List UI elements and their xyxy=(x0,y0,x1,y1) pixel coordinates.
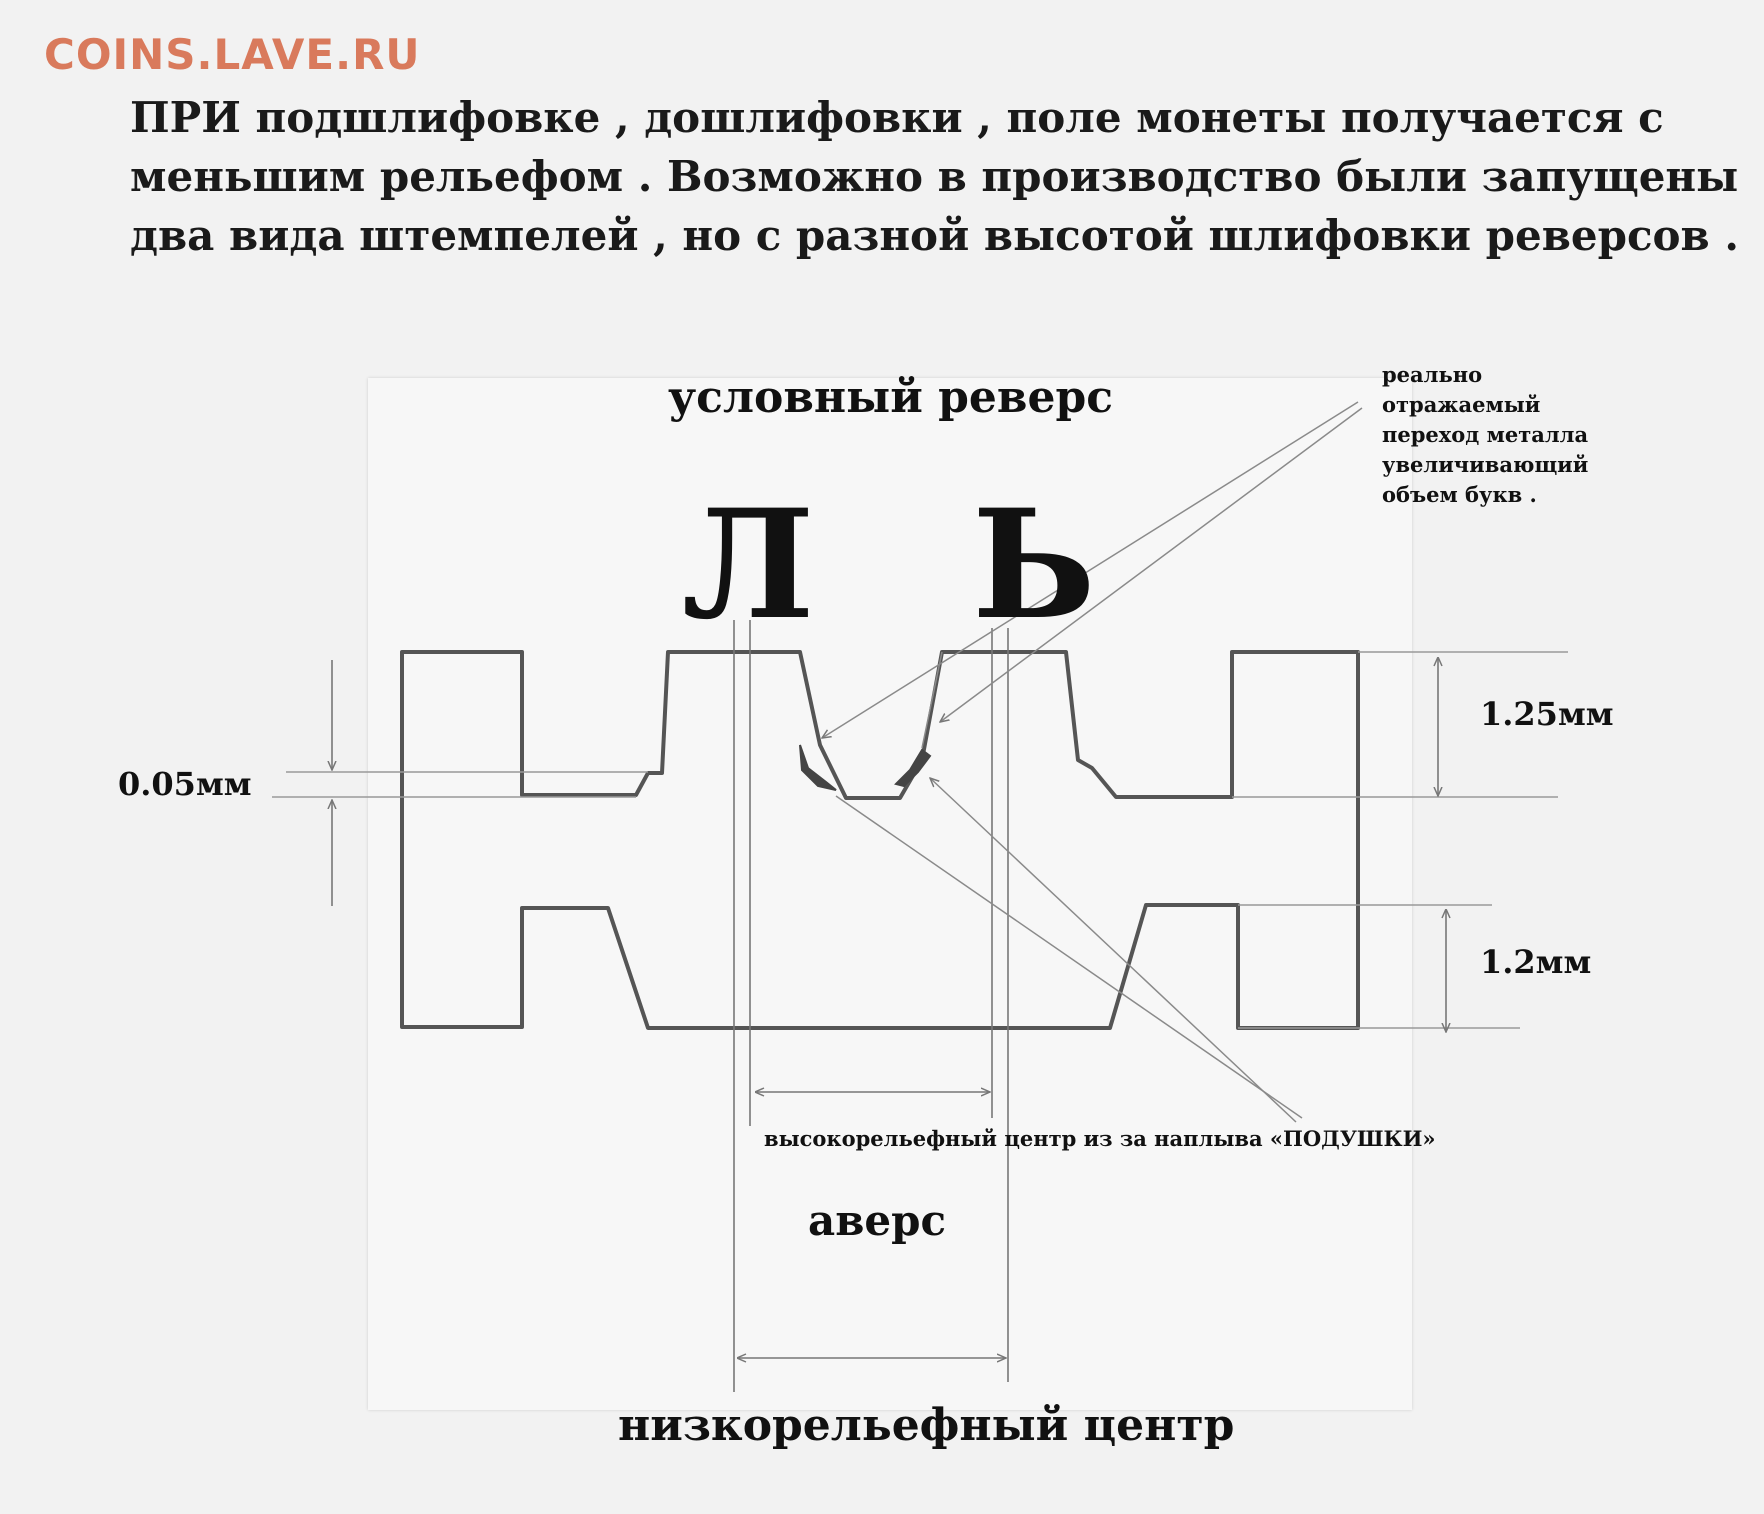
center-guides xyxy=(734,620,1008,1392)
reverse-die-profile xyxy=(402,652,1358,1028)
dimension-arrows xyxy=(332,658,1446,1358)
note-line: объем букв . xyxy=(1382,482,1537,507)
note-line: увеличивающий xyxy=(1382,452,1589,477)
reverse-title: условный реверс xyxy=(668,372,1114,423)
note-line: отражаемый xyxy=(1382,392,1541,417)
site-watermark: COINS.LAVE.RU xyxy=(44,30,421,79)
low-relief-center-label: низкорельефный центр xyxy=(618,1400,1235,1451)
intro-line: два вида штемпелей , но с разной высотой шлифовки реверсов . xyxy=(130,211,1739,260)
metal-transition-note xyxy=(1382,360,1588,510)
letter-l-glyph: Л xyxy=(682,477,815,653)
reference-lines xyxy=(272,652,1568,1028)
obverse-title: аверс xyxy=(808,1196,947,1245)
dimension-label-005: 0.05мм xyxy=(118,765,252,803)
note-line: переход металла xyxy=(1382,422,1589,447)
metal-flow-right xyxy=(896,750,930,786)
intro-line: ПРИ подшлифовке , дошлифовки , поле монеты получается с xyxy=(130,93,1664,142)
note-line: реально xyxy=(1382,362,1483,387)
pointer-line xyxy=(922,652,942,748)
intro-line: меньшим рельефом . Возможно в производство были запущены xyxy=(130,152,1739,201)
pointer-line xyxy=(836,796,1302,1118)
pointer-line xyxy=(930,778,1296,1122)
high-relief-center-label: высокорельефный центр из за наплыва «ПОДУШКИ» xyxy=(764,1126,1436,1151)
dimension-label-12: 1.2мм xyxy=(1480,943,1592,981)
dimension-label-125: 1.25мм xyxy=(1480,695,1614,733)
letter-soft-sign-glyph: Ь xyxy=(972,477,1096,653)
